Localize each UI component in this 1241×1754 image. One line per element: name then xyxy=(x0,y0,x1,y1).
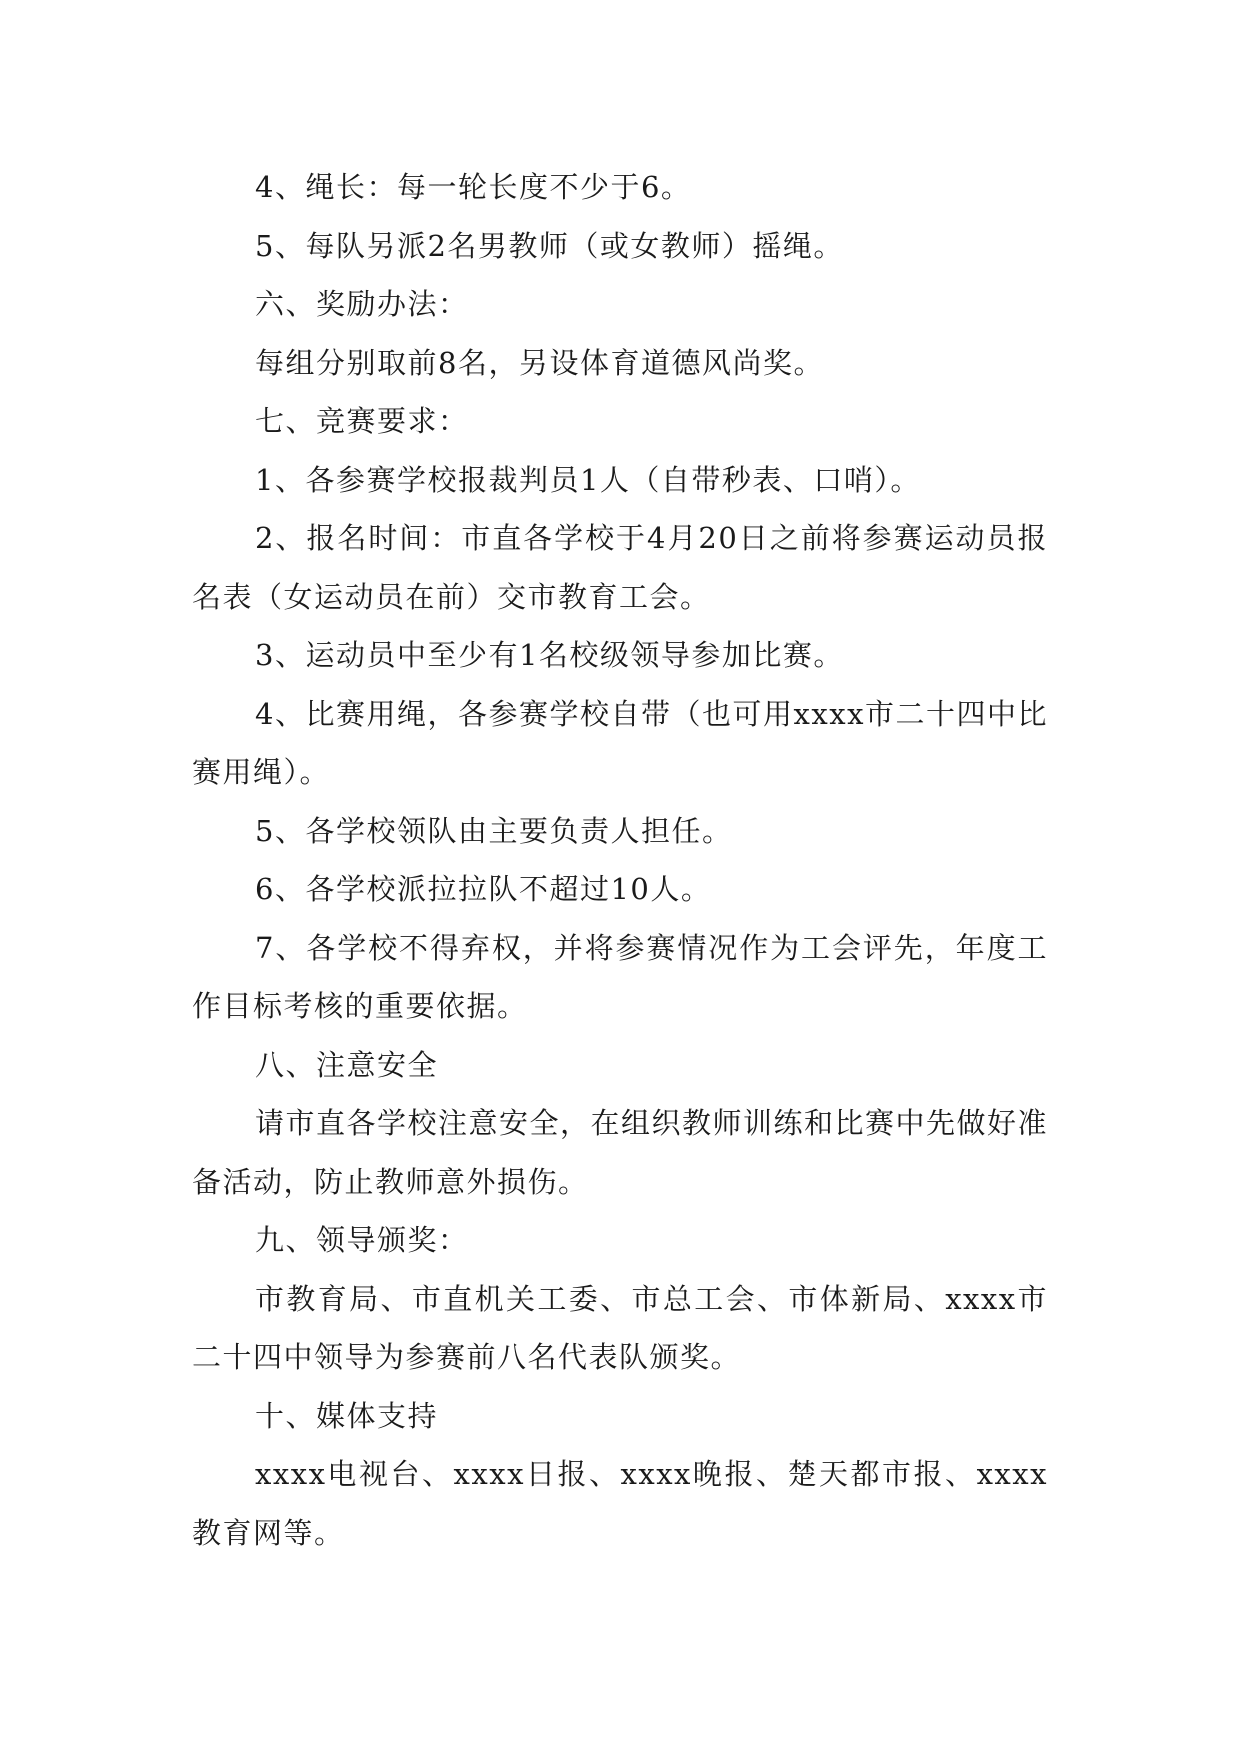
section-heading-media: 十、媒体支持 xyxy=(255,1398,439,1433)
section-heading-requirements: 七、竞赛要求： xyxy=(255,404,469,438)
paragraph-cheer-squad: 6、各学校派拉拉队不超过10人。 xyxy=(255,872,712,906)
paragraph-no-forfeit: 7、各学校不得弃权，并将参赛情况作为工会评先，年度工作目标考核的重要依据。 xyxy=(192,930,1048,1023)
paragraph-safety: 请市直各学校注意安全，在组织教师训练和比赛中先做好准备活动，防止教师意外损伤。 xyxy=(192,1106,1049,1199)
paragraph-rope-length: 4、绳长：每一轮长度不少于6。 xyxy=(255,170,692,204)
paragraph-rope-swingers: 5、每队另派2名男教师（或女教师）摇绳。 xyxy=(255,228,844,263)
paragraph-rope-supply: 4、比赛用绳，各参赛学校自带（也可用xxxx市二十四中比赛用绳）。 xyxy=(192,696,1048,789)
paragraph-registration: 2、报名时间：市直各学校于4月20日之前将参赛运动员报名表（女运动员在前）交市教育工会。 xyxy=(192,521,1048,614)
document-page xyxy=(192,158,1048,1562)
paragraph-leader-participation: 3、运动员中至少有1名校级领导参加比赛。 xyxy=(255,638,844,672)
paragraph-rewards: 每组分别取前8名，另设体育道德风尚奖。 xyxy=(255,345,824,380)
paragraph-team-leader: 5、各学校领队由主要负责人担任。 xyxy=(255,813,733,848)
section-heading-awards: 九、领导颁奖： xyxy=(255,1223,469,1257)
section-heading-rewards: 六、奖励办法： xyxy=(255,287,469,321)
paragraph-awards: 市教育局、市直机关工委、市总工会、市体新局、xxxx市二十四中领导为参赛前八名代表队颁奖。 xyxy=(192,1281,1048,1374)
section-heading-safety: 八、注意安全 xyxy=(255,1047,439,1082)
paragraph-referee: 1、各参赛学校报裁判员1人（自带秒表、口哨）。 xyxy=(255,462,921,497)
paragraph-media: xxxx电视台、xxxx日报、xxxx晚报、楚天都市报、xxxx教育网等。 xyxy=(192,1457,1048,1550)
